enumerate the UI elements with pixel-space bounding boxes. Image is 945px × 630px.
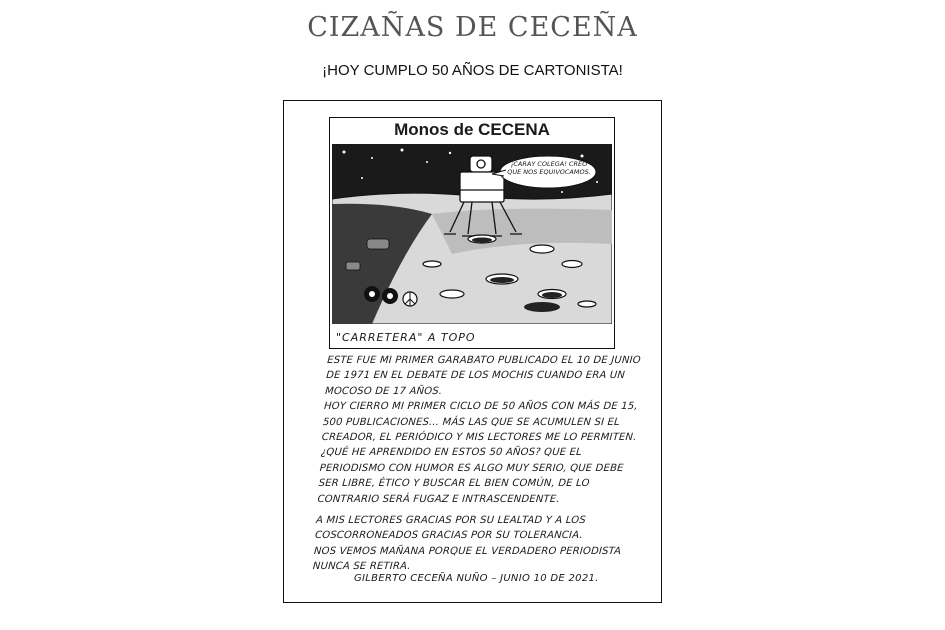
- handwritten-note: [312, 353, 648, 575]
- note-paragraph: NOS VEMOS MAÑANA PORQUE EL VERDADERO PERIODISTA NUNCA SE RETIRA.: [312, 545, 622, 573]
- note-paragraph: A MIS LECTORES GRACIAS POR SU LEALTAD Y A LOS COSCORRONEADOS GRACIAS POR SU TOLERANCIA.: [314, 515, 587, 542]
- cartoon-caption: "CARRETERA" A TOPO: [336, 331, 476, 344]
- page-subtitle: ¡HOY CUMPLO 50 AÑOS DE CARTONISTA!: [322, 62, 623, 79]
- note-paragraph: ¿QUÉ HE APRENDIDO EN ESTOS 50 AÑOS? QUE EL PERIODISMO CON HUMOR ES ALGO MUY SERIO, QUE DEBE SER LIBRE, ÉTICO Y BUSCAR EL BIEN COMÚN, DE LO CONTRARIO SERÁ FUGAZ E INTRASCENDENTE.: [317, 447, 625, 505]
- author-signature: GILBERTO CECEÑA NUÑO – JUNIO 10 DE 2021.: [354, 573, 599, 584]
- cartoon-card: [283, 100, 662, 603]
- note-paragraph: ESTE FUE MI PRIMER GARABATO PUBLICADO EL 10 DE JUNIO DE 1971 EN EL DEBATE DE LOS MOCHIS CUANDO ERA UN MOCOSO DE 17 AÑOS.: [324, 355, 642, 397]
- cartoon-header: Monos de CECENA: [394, 120, 550, 139]
- cartoon-panel: [329, 117, 615, 349]
- note-paragraph: HOY CIERRO MI PRIMER CICLO DE 50 AÑOS CON MÁS DE 15, 500 PUBLICACIONES... MÁS LAS QUE SE ACUMULEN SI EL CREADOR, EL PERIÓDICO Y MIS LECTORES ME LO PERMITEN.: [321, 401, 639, 444]
- page-title: CIZAÑAS DE CECEÑA: [307, 12, 638, 43]
- speech-bubble-text: ¡CARAY COLEGA! CREO QUE NOS EQUIVOCAMOS.: [507, 160, 591, 176]
